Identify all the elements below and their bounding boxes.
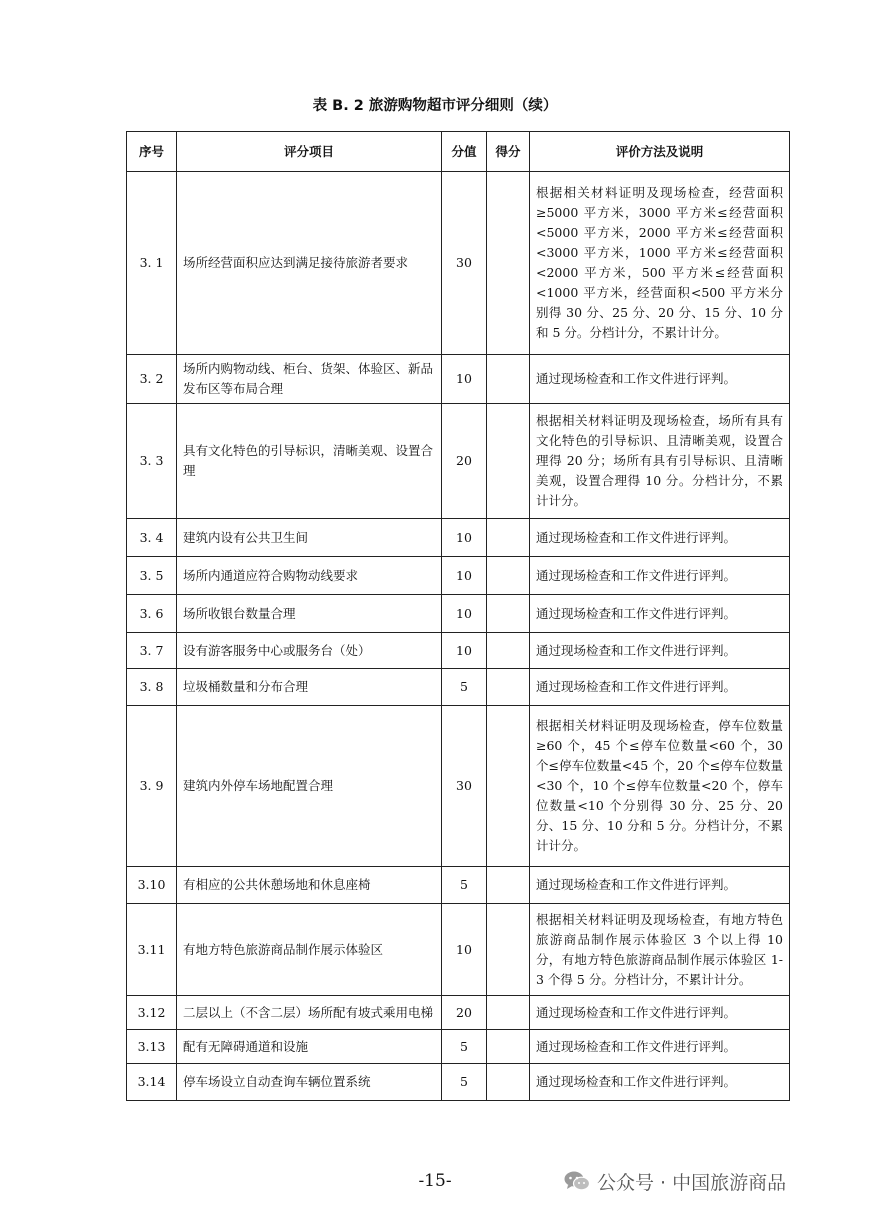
- row-value: 10: [442, 355, 487, 404]
- row-method: 通过现场检查和工作文件进行评判。: [530, 355, 790, 404]
- row-seq: 3.12: [127, 996, 177, 1030]
- table-row: [127, 1030, 790, 1064]
- row-score: [487, 355, 530, 404]
- row-item: 场所内购物动线、柜台、货架、体验区、新品发布区等布局合理: [177, 355, 442, 404]
- row-score: [487, 996, 530, 1030]
- header-item: 评分项目: [177, 132, 442, 172]
- row-value: 10: [442, 904, 487, 996]
- row-method: 根据相关材料证明及现场检查，场所有具有文化特色的引导标识、且清晰美观，设置合理得 20 分；场所有具有引导标识、且清晰美观，设置合理得 10 分。分档计分，不累计计分。: [530, 404, 790, 519]
- row-value: 5: [442, 1064, 487, 1101]
- table-title: 表 B. 2 旅游购物超市评分细则（续）: [312, 98, 558, 114]
- row-seq: 3. 4: [127, 519, 177, 557]
- row-value: 20: [442, 996, 487, 1030]
- row-item: 设有游客服务中心或服务台（处）: [177, 633, 442, 669]
- row-value: 10: [442, 633, 487, 669]
- wechat-icon: [563, 1170, 591, 1192]
- row-item: 建筑内外停车场地配置合理: [177, 706, 442, 867]
- row-value: 30: [442, 172, 487, 355]
- row-item: 建筑内设有公共卫生间: [177, 519, 442, 557]
- row-seq: 3. 1: [127, 172, 177, 355]
- row-value: 30: [442, 706, 487, 867]
- row-score: [487, 706, 530, 867]
- row-value: 10: [442, 519, 487, 557]
- row-method: 根据相关材料证明及现场检查，有地方特色旅游商品制作展示体验区 3 个以上得 10 分，有地方特色旅游商品制作展示体验区 1-3 个得 5 分。分档计分，不累计计分。: [530, 904, 790, 996]
- row-score: [487, 633, 530, 669]
- row-score: [487, 669, 530, 706]
- row-score: [487, 172, 530, 355]
- page-number: -15-: [418, 1171, 452, 1191]
- row-method: 通过现场检查和工作文件进行评判。: [530, 557, 790, 595]
- header-method: 评价方法及说明: [530, 132, 790, 172]
- table-row: [127, 557, 790, 595]
- row-seq: 3.11: [127, 904, 177, 996]
- table-header-row: [127, 132, 790, 172]
- watermark-text: 公众号 · 中国旅游商品: [597, 1171, 787, 1194]
- table-row: [127, 404, 790, 519]
- table-row: [127, 996, 790, 1030]
- row-method: 通过现场检查和工作文件进行评判。: [530, 1030, 790, 1064]
- row-score: [487, 1030, 530, 1064]
- row-method: 通过现场检查和工作文件进行评判。: [530, 519, 790, 557]
- table-row: [127, 519, 790, 557]
- row-method: 通过现场检查和工作文件进行评判。: [530, 633, 790, 669]
- row-method: 根据相关材料证明及现场检查，经营面积≥5000 平方米，3000 平方米≤经营面积<5000 平方米，2000 平方米≤经营面积<3000 平方米，1000 平方米≤经营面积<2000 平方米，500 平方米≤经营面积<1000 平方米，经营面积<500 平方米分别得 30 分、25 分、20 分、15 分、10 分和 5 分。分档计分，不累计计分。: [530, 172, 790, 355]
- row-method: 通过现场检查和工作文件进行评判。: [530, 1064, 790, 1101]
- row-seq: 3.14: [127, 1064, 177, 1101]
- row-seq: 3. 8: [127, 669, 177, 706]
- row-score: [487, 1064, 530, 1101]
- header-value: 分值: [442, 132, 487, 172]
- row-method: 通过现场检查和工作文件进行评判。: [530, 996, 790, 1030]
- row-seq: 3.10: [127, 867, 177, 904]
- row-value: 5: [442, 1030, 487, 1064]
- row-item: 具有文化特色的引导标识，清晰美观、设置合理: [177, 404, 442, 519]
- row-seq: 3. 2: [127, 355, 177, 404]
- row-value: 10: [442, 557, 487, 595]
- header-score: 得分: [487, 132, 530, 172]
- row-value: 5: [442, 867, 487, 904]
- row-item: 停车场设立自动查询车辆位置系统: [177, 1064, 442, 1101]
- row-seq: 3. 5: [127, 557, 177, 595]
- row-value: 10: [442, 595, 487, 633]
- row-score: [487, 404, 530, 519]
- row-method: 根据相关材料证明及现场检查，停车位数量≥60 个，45 个≤停车位数量<60 个，30 个≤停车位数量<45 个，20 个≤停车位数量<30 个，10 个≤停车位数量<20 个，停车位数量<10 个分别得 30 分、25 分、20 分、15 分、10 分和 5 分。分档计分，不累计计分。: [530, 706, 790, 867]
- table-row: [127, 669, 790, 706]
- row-score: [487, 557, 530, 595]
- row-item: 有地方特色旅游商品制作展示体验区: [177, 904, 442, 996]
- row-item: 垃圾桶数量和分布合理: [177, 669, 442, 706]
- table-row: [127, 1064, 790, 1101]
- table-row: [127, 595, 790, 633]
- row-score: [487, 904, 530, 996]
- row-item: 场所经营面积应达到满足接待旅游者要求: [177, 172, 442, 355]
- row-seq: 3.13: [127, 1030, 177, 1064]
- row-method: 通过现场检查和工作文件进行评判。: [530, 867, 790, 904]
- header-seq: 序号: [127, 132, 177, 172]
- row-method: 通过现场检查和工作文件进行评判。: [530, 669, 790, 706]
- row-score: [487, 519, 530, 557]
- row-value: 5: [442, 669, 487, 706]
- row-seq: 3. 6: [127, 595, 177, 633]
- table-row: [127, 355, 790, 404]
- row-seq: 3. 7: [127, 633, 177, 669]
- row-item: 有相应的公共休憩场地和休息座椅: [177, 867, 442, 904]
- row-seq: 3. 3: [127, 404, 177, 519]
- row-method: 通过现场检查和工作文件进行评判。: [530, 595, 790, 633]
- row-item: 配有无障碍通道和设施: [177, 1030, 442, 1064]
- wechat-watermark: [563, 1168, 786, 1194]
- table-row: [127, 904, 790, 996]
- row-item: 场所内通道应符合购物动线要求: [177, 557, 442, 595]
- table-row: [127, 867, 790, 904]
- table-row: [127, 706, 790, 867]
- scoring-table: [126, 131, 790, 1101]
- table-row: [127, 172, 790, 355]
- table-row: [127, 633, 790, 669]
- row-score: [487, 595, 530, 633]
- row-value: 20: [442, 404, 487, 519]
- row-score: [487, 867, 530, 904]
- row-item: 场所收银台数量合理: [177, 595, 442, 633]
- row-seq: 3. 9: [127, 706, 177, 867]
- row-item: 二层以上（不含二层）场所配有坡式乘用电梯: [177, 996, 442, 1030]
